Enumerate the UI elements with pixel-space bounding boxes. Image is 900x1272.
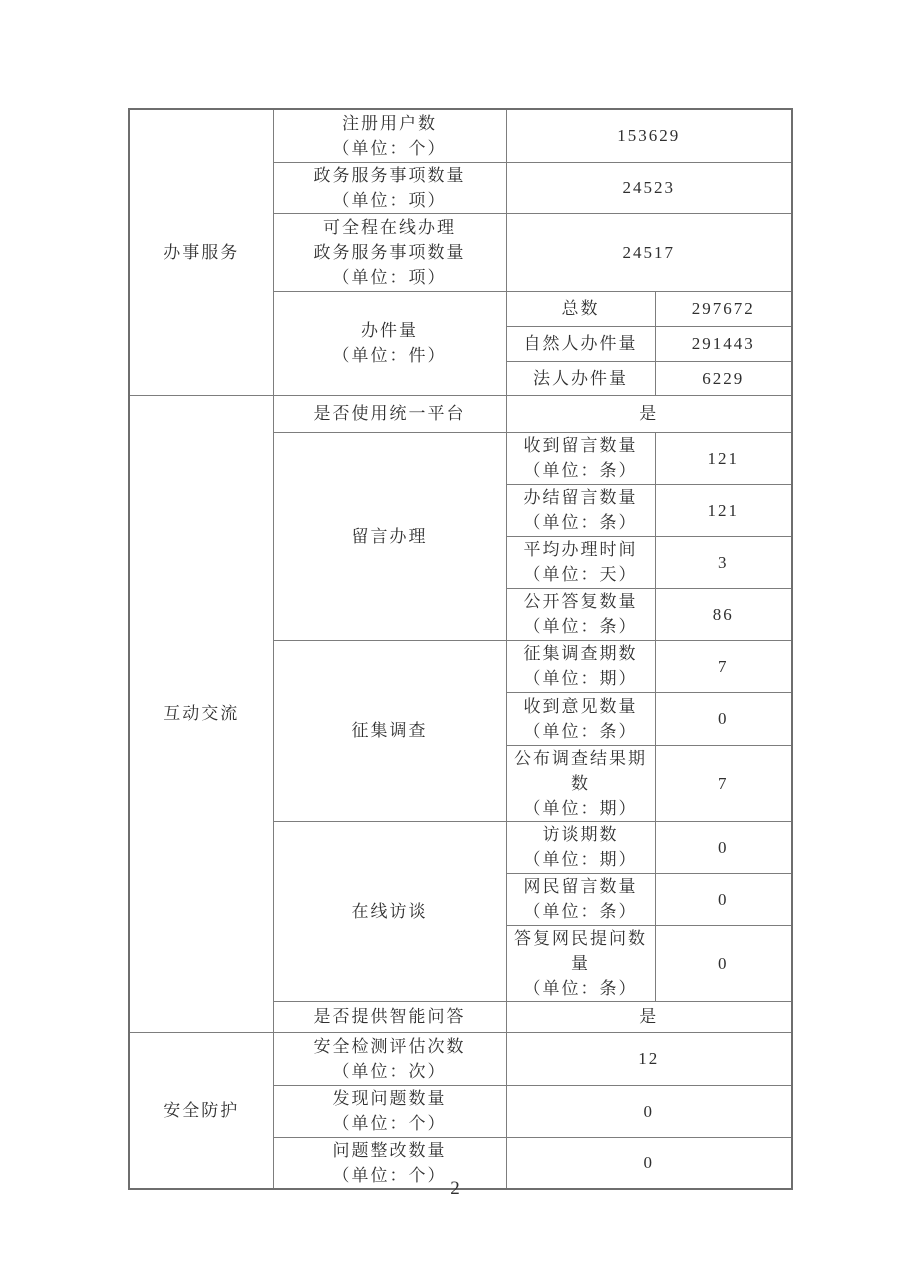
value-cell-netizen-questions-answered: 0 (655, 925, 792, 1001)
row-label: 网民留言数量 (523, 877, 638, 896)
subgroup-cell-message-handling: 留言办理 (273, 432, 506, 640)
label-cell-problems-found (273, 1085, 506, 1137)
row-unit: （单位：条） (523, 978, 638, 998)
row-label-line2: 政务服务事项数量 (313, 242, 466, 262)
row-label: 公开答复数量 (523, 592, 638, 611)
row-label: 公布调查结果期数 (514, 748, 647, 793)
value-cell-natural-person: 291443 (655, 326, 792, 361)
value-cell-legal-person: 6229 (655, 361, 792, 395)
value-cell-public-replies: 86 (655, 588, 792, 640)
row-label: 注册用户数 (342, 113, 437, 133)
row-label: 收到留言数量 (523, 436, 638, 455)
table-row (129, 1032, 792, 1085)
label-cell-survey-periods (506, 640, 655, 692)
value-cell-survey-periods: 7 (655, 640, 792, 692)
label-cell-messages-received (506, 432, 655, 484)
row-unit: （单位：条） (523, 461, 638, 480)
label-cell-total: 总数 (506, 291, 655, 326)
row-unit: （单位：期） (523, 850, 638, 869)
row-label: 答复网民提问数量 (514, 928, 647, 973)
row-unit: （单位：天） (523, 565, 638, 584)
row-unit: （单位：项） (332, 190, 447, 210)
row-unit: （单位：条） (523, 721, 638, 741)
label-cell-smart-qa: 是否提供智能问答 (273, 1001, 506, 1032)
label-cell-netizen-messages (506, 873, 655, 925)
label-cell-natural-person: 自然人办件量 (506, 326, 655, 361)
row-label: 访谈期数 (542, 825, 619, 844)
row-label: 平均办理时间 (523, 540, 638, 559)
row-label: 可全程在线办理 (323, 217, 456, 237)
row-label: 问题整改数量 (332, 1140, 447, 1160)
value-cell-problems-rectified: 0 (506, 1137, 792, 1189)
value-cell-service-items: 24523 (506, 162, 792, 213)
label-cell-average-handling-time (506, 536, 655, 588)
subgroup-label: 办件量 (361, 321, 418, 340)
group-cell-interaction: 互动交流 (129, 395, 273, 1032)
row-unit: （单位：期） (523, 798, 638, 818)
value-cell-interview-periods: 0 (655, 821, 792, 873)
subgroup-cell-survey: 征集调查 (273, 640, 506, 821)
row-unit: （单位：条） (523, 513, 638, 532)
row-unit: （单位：个） (332, 1114, 447, 1133)
row-unit: （单位：期） (523, 669, 638, 688)
label-cell-security-assessments (273, 1032, 506, 1085)
label-cell-unified-platform: 是否使用统一平台 (273, 395, 506, 432)
value-cell-messages-received: 121 (655, 432, 792, 484)
value-cell-unified-platform: 是 (506, 395, 792, 432)
value-cell-netizen-messages: 0 (655, 873, 792, 925)
label-cell-online-service-items (273, 213, 506, 291)
label-cell-netizen-questions-answered (506, 925, 655, 1001)
value-cell-opinions-received: 0 (655, 692, 792, 745)
page-number: 2 (450, 1178, 460, 1199)
row-unit: （单位：次） (332, 1061, 447, 1081)
row-label: 征集调查期数 (523, 644, 638, 663)
value-cell-survey-results-published: 7 (655, 745, 792, 821)
report-table (128, 108, 793, 1190)
table-row (129, 395, 792, 432)
label-cell-public-replies (506, 588, 655, 640)
row-label: 政务服务事项数量 (313, 165, 466, 185)
group-cell-office-services: 办事服务 (129, 109, 273, 395)
row-label: 发现问题数量 (332, 1089, 447, 1108)
group-cell-security: 安全防护 (129, 1032, 273, 1189)
subgroup-cell-cases-handled (273, 291, 506, 395)
row-unit: （单位：项） (332, 267, 447, 287)
subgroup-unit: （单位：件） (332, 346, 447, 365)
row-unit: （单位：条） (523, 902, 638, 921)
value-cell-registered-users: 153629 (506, 109, 792, 162)
label-cell-registered-users (273, 109, 506, 162)
label-cell-interview-periods (506, 821, 655, 873)
value-cell-average-handling-time: 3 (655, 536, 792, 588)
value-cell-total: 297672 (655, 291, 792, 326)
value-cell-messages-resolved: 121 (655, 484, 792, 536)
label-cell-legal-person: 法人办件量 (506, 361, 655, 395)
row-label: 安全检测评估次数 (313, 1036, 466, 1056)
row-label: 收到意见数量 (523, 696, 638, 716)
value-cell-security-assessments: 12 (506, 1032, 792, 1085)
row-label: 办结留言数量 (523, 488, 638, 507)
label-cell-survey-results-published (506, 745, 655, 821)
value-cell-smart-qa: 是 (506, 1001, 792, 1032)
value-cell-online-service-items: 24517 (506, 213, 792, 291)
row-unit: （单位：条） (523, 617, 638, 636)
subgroup-cell-online-interview: 在线访谈 (273, 821, 506, 1001)
label-cell-opinions-received (506, 692, 655, 745)
label-cell-messages-resolved (506, 484, 655, 536)
row-unit: （单位：个） (332, 138, 447, 158)
label-cell-service-items (273, 162, 506, 213)
row-unit: （单位：个） (332, 1165, 447, 1185)
value-cell-problems-found: 0 (506, 1085, 792, 1137)
table-row (129, 109, 792, 162)
